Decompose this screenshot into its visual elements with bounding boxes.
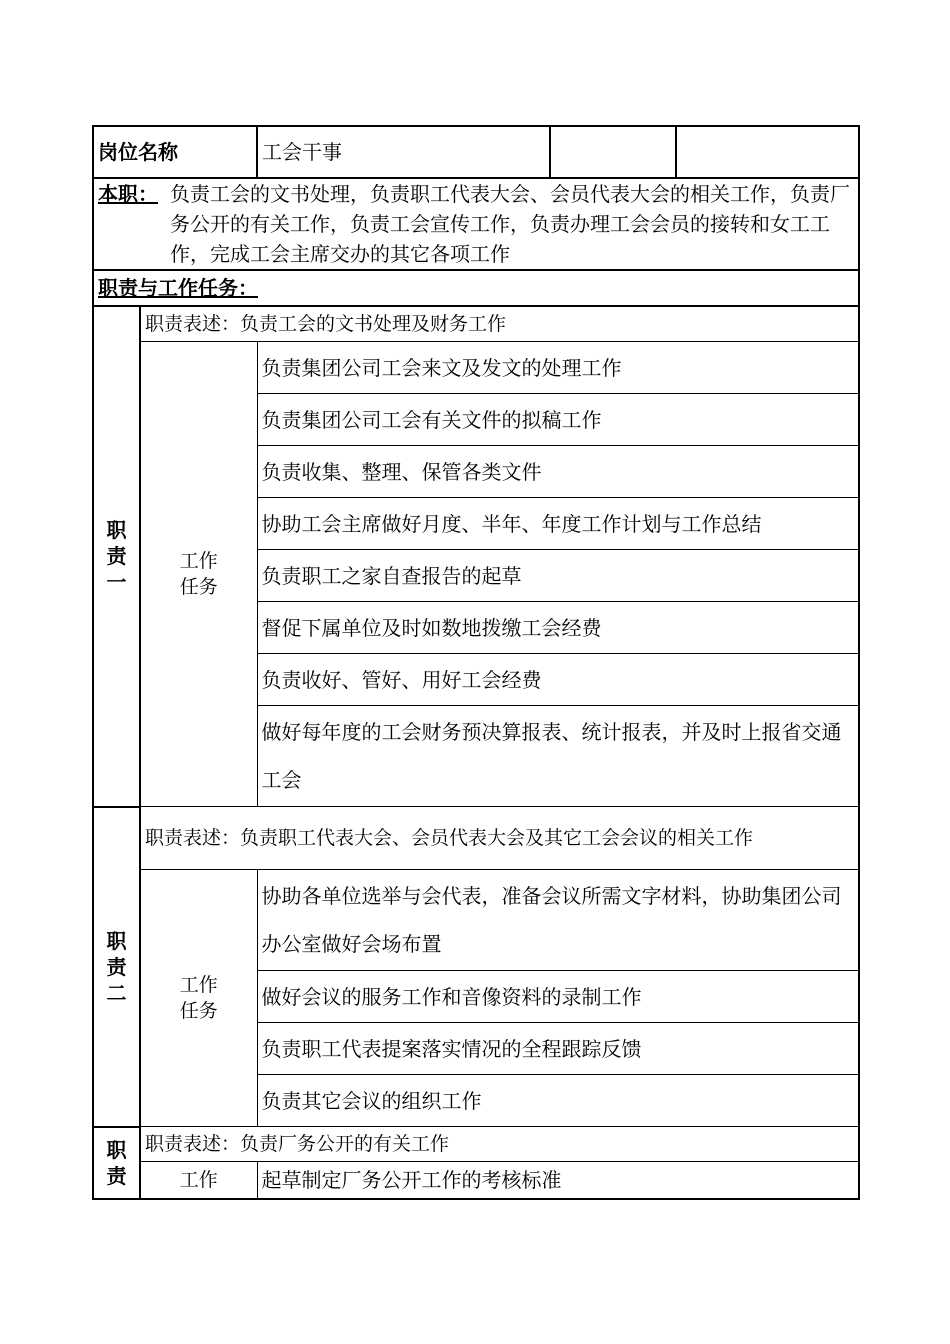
duty-1-task-1: 负责集团公司工会来文及发文的处理工作 [257,342,859,394]
benzhi-cell [93,178,859,270]
duty-3-label: 职 责 [93,1127,140,1200]
duty-1-description [140,306,859,342]
duty-1-task-4: 协助工会主席做好月度、半年、年度工作计划与工作总结 [257,498,859,550]
duty-1-task-2: 负责集团公司工会有关文件的拟稿工作 [257,394,859,446]
duty-3-task-1: 起草制定厂务公开工作的考核标准 [257,1162,859,1200]
duty-1-task-3: 负责收集、整理、保管各类文件 [257,446,859,498]
duty-2-desc-text: 负责职工代表大会、会员代表大会及其它工会会议的相关工作 [240,827,754,849]
duty-2-label: 职 责 二 [93,807,140,1127]
duty-2-task-4: 负责其它会议的组织工作 [257,1075,859,1127]
post-name-label: 岗位名称 [93,126,257,178]
duties-heading: 职责与工作任务： [98,276,258,300]
duty-2-task-label: 工作 任务 [140,870,257,1127]
duty-1-desc-text: 负责工会的文书处理及财务工作 [240,313,507,335]
duty-1-task-5: 负责职工之家自查报告的起草 [257,550,859,602]
duty-1-label: 职 责 一 [93,306,140,807]
duty-2-description [140,807,859,870]
duty-2-task-row [93,870,859,971]
duty-2-task-1: 协助各单位选举与会代表，准备会议所需文字材料，协助集团公司办公室做好会场布置 [257,870,859,971]
duty-3-task-row [93,1162,859,1200]
duty-1-task-7: 负责收好、管好、用好工会经费 [257,654,859,706]
benzhi-row [93,178,859,270]
duty-1-desc-prefix: 职责表述： [145,313,241,335]
job-table [92,125,860,1200]
duty-2-desc-prefix: 职责表述： [145,827,241,849]
duty-2-task-2: 做好会议的服务工作和音像资料的录制工作 [257,971,859,1023]
header-empty-cell-2 [676,126,859,178]
header-row [93,126,859,178]
job-description-document [92,125,858,1200]
benzhi-text: 负责工会的文书处理，负责职工代表大会、会员代表大会的相关工作，负责厂务公开的有关工作，负责工会宣传工作，负责办理工会会员的接转和女工工作，完成工会主席交办的其它各项工作 [170,182,850,266]
benzhi-label: 本职： [98,182,158,206]
duty-1-task-6: 督促下属单位及时如数地拨缴工会经费 [257,602,859,654]
duty-1-task-row [93,342,859,394]
duty-2-task-3: 负责职工代表提案落实情况的全程跟踪反馈 [257,1023,859,1075]
duty-1-task-label: 工作 任务 [140,342,257,807]
duty-1-task-8: 做好每年度的工会财务预决算报表、统计报表，并及时上报省交通工会 [257,706,859,807]
duty-3-desc-prefix: 职责表述： [145,1133,241,1155]
duty-3-desc-row [93,1127,859,1162]
post-name-value: 工会干事 [257,126,550,178]
duties-heading-row [93,270,859,306]
duty-3-task-label: 工作 [140,1162,257,1200]
duty-3-description [140,1127,859,1162]
duty-1-desc-row [93,306,859,342]
header-empty-cell-1 [550,126,676,178]
duty-3-desc-text: 负责厂务公开的有关工作 [240,1133,450,1155]
duty-2-desc-row [93,807,859,870]
duties-heading-cell [93,270,859,306]
